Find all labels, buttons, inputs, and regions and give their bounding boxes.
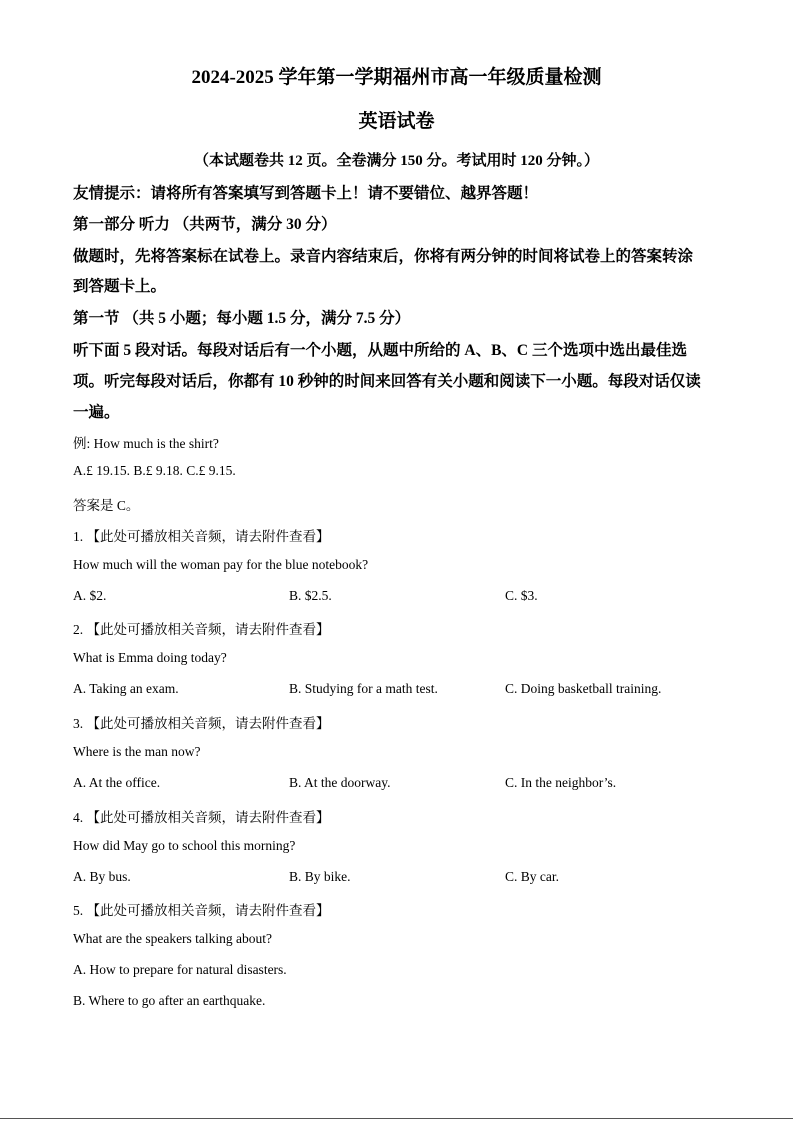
- exam-subject: 英语试卷: [358, 111, 435, 132]
- question-4-option-b: B. By bike.: [289, 869, 351, 884]
- friendly-tip: 友情提示：请将所有答案填写到答题卡上！请不要错位、越界答题！: [73, 185, 539, 202]
- question-2-text: What is Emma doing today?: [73, 650, 227, 665]
- question-3-option-c: C. In the neighbor’s.: [505, 775, 617, 790]
- question-2-audio-marker[interactable]: 2. 【此处可播放相关音频，请去附件查看】: [73, 622, 330, 637]
- section1-heading: 第一节 （共 5 小题；每小题 1.5 分，满分 7.5 分）: [73, 310, 411, 327]
- question-5-option-a: A. How to prepare for natural disasters.: [73, 962, 287, 977]
- page-bottom-divider: [0, 1118, 793, 1119]
- question-3-text: Where is the man now?: [73, 744, 201, 759]
- question-1-option-c: C. $3.: [505, 588, 538, 603]
- question-4-option-c: C. By car.: [505, 869, 559, 884]
- section1-instruction-line2: 项。听完每段对话后，你都有 10 秒钟的时间来回答有关小题和阅读下一小题。每段对话仅读: [73, 373, 701, 390]
- question-4-audio-marker[interactable]: 4. 【此处可播放相关音频，请去附件查看】: [73, 810, 330, 825]
- question-1-text: How much will the woman pay for the blue notebook?: [73, 557, 369, 572]
- question-1-audio-marker[interactable]: 1. 【此处可播放相关音频，请去附件查看】: [73, 529, 330, 544]
- question-3-audio-marker[interactable]: 3. 【此处可播放相关音频，请去附件查看】: [73, 716, 330, 731]
- example-answer: 答案是 C。: [73, 498, 140, 513]
- question-5-audio-marker[interactable]: 5. 【此处可播放相关音频，请去附件查看】: [73, 903, 330, 918]
- question-4-option-a: A. By bus.: [73, 869, 131, 884]
- example-question: 例: How much is the shirt?: [73, 436, 219, 451]
- part1-instruction-line1: 做题时，先将答案标在试卷上。录音内容结束后，你将有两分钟的时间将试卷上的答案转涂: [73, 248, 694, 265]
- question-3-option-a: A. At the office.: [73, 775, 161, 790]
- question-1-option-b: B. $2.5.: [289, 588, 332, 603]
- question-2-option-b: B. Studying for a math test.: [289, 681, 438, 696]
- question-5-text: What are the speakers talking about?: [73, 931, 273, 946]
- exam-title: 2024-2025 学年第一学期福州市高一年级质量检测: [191, 67, 602, 88]
- section1-instruction-line3: 一遍。: [73, 404, 120, 421]
- question-2-option-c: C. Doing basketball training.: [505, 681, 662, 696]
- question-2-option-a: A. Taking an exam.: [73, 681, 179, 696]
- example-options: A.£ 19.15. B.£ 9.18. C.£ 9.15.: [73, 463, 236, 478]
- exam-note: （本试题卷共 12 页。全卷满分 150 分。考试用时 120 分钟。）: [193, 153, 599, 169]
- question-3-option-b: B. At the doorway.: [289, 775, 391, 790]
- question-5-option-b: B. Where to go after an earthquake.: [73, 993, 266, 1008]
- part1-instruction-line2: 到答题卡上。: [73, 278, 167, 295]
- question-4-text: How did May go to school this morning?: [73, 838, 296, 853]
- question-1-option-a: A. $2.: [73, 588, 107, 603]
- part1-heading: 第一部分 听力 （共两节，满分 30 分）: [73, 216, 337, 233]
- section1-instruction-line1: 听下面 5 段对话。每段对话后有一个小题，从题中所给的 A、B、C 三个选项中选出最佳选: [73, 342, 687, 359]
